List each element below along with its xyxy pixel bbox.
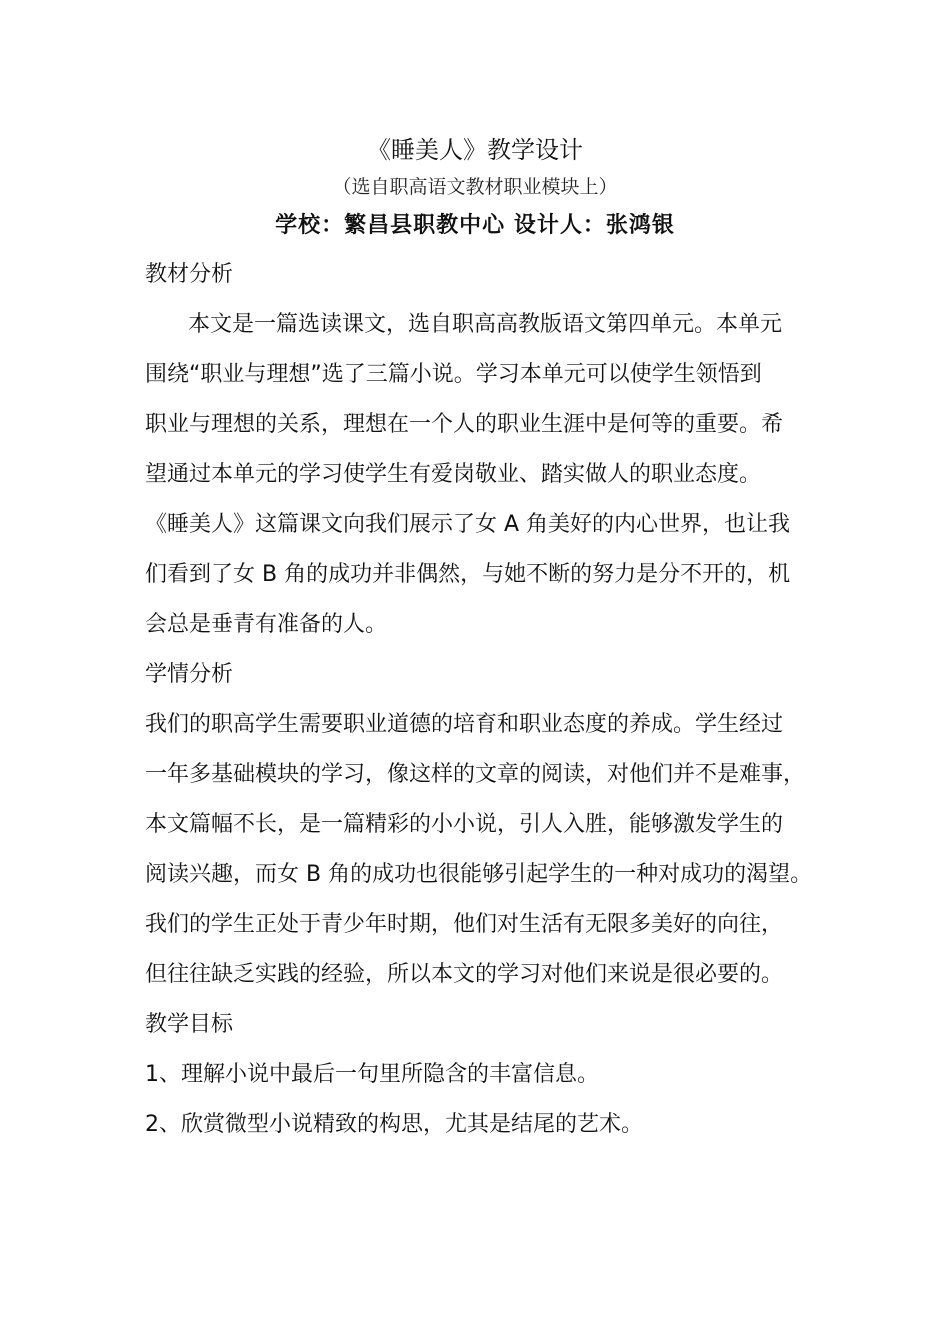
- paragraph-line: 我们的学生正处于青少年时期，他们对生活有无限多美好的向往，: [145, 912, 784, 937]
- paragraph-line: 《睡美人》这篇课文向我们展示了女 A 角美好的内心世界，也让我: [145, 512, 791, 537]
- paragraph-line: 阅读兴趣，而女 B 角的成功也很能够引起学生的一种对成功的渴望。: [145, 862, 813, 887]
- paragraph-line: 围绕“职业与理想”选了三篇小说。学习本单元可以使学生领悟到: [145, 362, 762, 387]
- paragraph-line: 本文篇幅不长，是一篇精彩的小小说，引人入胜，能够激发学生的: [145, 812, 784, 837]
- paragraph-line: 本文是一篇选读课文，选自职高高教版语文第四单元。本单元: [188, 312, 783, 337]
- paragraph-line: 但往往缺乏实践的经验，所以本文的学习对他们来说是很必要的。: [145, 962, 784, 987]
- section-heading-learner-analysis: 学情分析: [145, 662, 234, 687]
- paragraph-line: 望通过本单元的学习使学生有爱岗敬业、踏实做人的职业态度。: [145, 462, 762, 487]
- document-title: 《睡美人》教学设计: [367, 136, 583, 164]
- goal-list-item: 1、理解小说中最后一句里所隐含的丰富信息。: [145, 1062, 599, 1087]
- section-heading-material-analysis: 教材分析: [145, 262, 234, 287]
- paragraph-line: 一年多基础模块的学习，像这样的文章的阅读，对他们并不是难事，: [145, 762, 806, 787]
- section-heading-teaching-goals: 教学目标: [145, 1012, 234, 1037]
- goal-list-item: 2、欣赏微型小说精致的构思，尤其是结尾的艺术。: [145, 1112, 643, 1137]
- paragraph-line: 会总是垂青有准备的人。: [145, 612, 388, 637]
- paragraph-line: 我们的职高学生需要职业道德的培育和职业态度的养成。学生经过: [145, 712, 784, 737]
- school-designer-line: 学校：繁昌县职教中心 设计人：张鸿银: [275, 213, 675, 238]
- paragraph-line: 们看到了女 B 角的成功并非偶然，与她不断的努力是分不开的，机: [145, 562, 791, 587]
- document-subtitle: （选自职高语文教材职业模块上）: [332, 176, 618, 198]
- paragraph-line: 职业与理想的关系，理想在一个人的职业生涯中是何等的重要。希: [145, 412, 784, 437]
